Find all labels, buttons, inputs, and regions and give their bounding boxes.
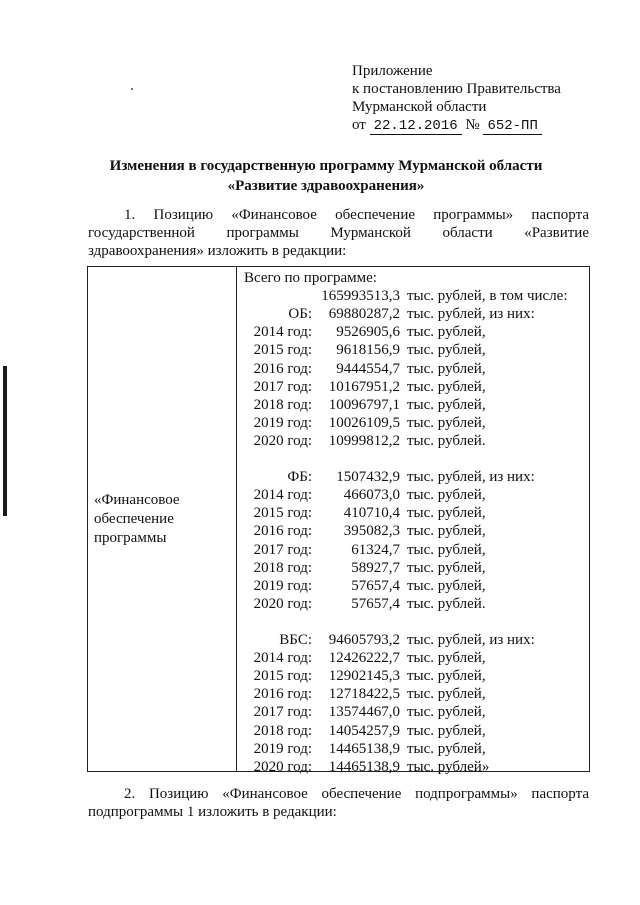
approval-date: 22.12.2016	[370, 119, 462, 135]
year-value: 10999812,2	[328, 432, 400, 449]
year-label: 2016 год:	[253, 686, 312, 703]
year-value: 14465138,9	[328, 740, 400, 757]
year-value: 10167951,2	[328, 378, 400, 395]
approval-date-line	[352, 116, 561, 135]
year-label: 2014 год:	[253, 650, 312, 667]
para1-line-3: здравоохранения» изложить в редакции:	[88, 243, 347, 259]
year-label: 2020 год:	[253, 595, 312, 612]
year-label: 2014 год:	[253, 324, 312, 341]
year-unit: тыс. рублей,	[407, 414, 486, 431]
year-label: 2018 год:	[253, 559, 312, 576]
para2-line-1: 2. Позицию «Финансовое обеспечение подпрограммы» паспорта	[124, 786, 589, 802]
year-unit: тыс. рублей,	[407, 722, 486, 739]
year-unit: тыс. рублей,	[407, 686, 486, 703]
year-value: 57657,4	[351, 595, 400, 612]
year-label: 2019 год:	[253, 740, 312, 757]
year-value: 12718422,5	[328, 686, 400, 703]
year-label: 2015 год:	[253, 668, 312, 685]
year-value: 61324,7	[351, 541, 400, 558]
year-label: 2015 год:	[253, 342, 312, 359]
year-value: 12426222,7	[328, 650, 400, 667]
year-value: 14465138,9	[328, 758, 400, 775]
group-vbs-unit: тыс. рублей, из них:	[407, 632, 535, 648]
year-label: 2015 год:	[253, 505, 312, 522]
total-value: 165993513,3	[321, 288, 400, 305]
table-left-label: «Финансовое обеспечение программы	[94, 492, 180, 546]
date-prefix: от	[352, 117, 366, 133]
year-unit: тыс. рублей,	[407, 324, 486, 341]
table-header: Всего по программе:	[244, 270, 377, 286]
approval-number: 652-ПП	[483, 119, 541, 135]
year-value: 9444554,7	[336, 360, 400, 377]
group-fb-value: 1507432,9	[336, 469, 400, 486]
group-vbs-value: 94605793,2	[328, 632, 400, 648]
approval-stamp	[352, 62, 561, 135]
year-label: 2016 год:	[253, 523, 312, 540]
year-value: 395082,3	[343, 523, 400, 540]
year-label: 2020 год:	[253, 432, 312, 449]
title-line-1: Изменения в государственную программу Мурманской области	[109, 158, 543, 174]
year-label: 2017 год:	[253, 704, 312, 721]
title-line-2: «Развитие здравоохранения»	[227, 178, 425, 194]
year-unit: тыс. рублей,	[407, 378, 486, 395]
table-column-divider	[236, 267, 237, 771]
year-label: 2018 год:	[253, 396, 312, 413]
binding-mark	[3, 366, 7, 516]
year-unit: тыс. рублей,	[407, 541, 486, 558]
year-value: 9526905,6	[336, 324, 400, 341]
total-unit: тыс. рублей, в том числе:	[407, 288, 568, 305]
group-ob-value: 69880287,2	[328, 306, 400, 323]
year-label: 2014 год:	[253, 487, 312, 504]
year-unit: тыс. рублей,	[407, 505, 486, 522]
year-unit: тыс. рублей,	[407, 342, 486, 359]
document-title	[60, 156, 592, 196]
group-fb-unit: тыс. рублей, из них:	[407, 469, 535, 486]
year-label: 2017 год:	[253, 541, 312, 558]
year-unit: тыс. рублей»	[407, 758, 490, 775]
year-value: 13574467,0	[328, 704, 400, 721]
year-value: 10026109,5	[328, 414, 400, 431]
year-unit: тыс. рублей,	[407, 577, 486, 594]
year-unit: тыс. рублей,	[407, 668, 486, 685]
year-label: 2019 год:	[253, 577, 312, 594]
scan-speck	[131, 88, 133, 90]
year-unit: тыс. рублей,	[407, 396, 486, 413]
approval-line-2: к постановлению Правительства	[352, 81, 561, 97]
year-unit: тыс. рублей,	[407, 523, 486, 540]
year-value: 14054257,9	[328, 722, 400, 739]
year-unit: тыс. рублей,	[407, 650, 486, 667]
paragraph-2	[88, 785, 589, 821]
year-value: 57657,4	[351, 577, 400, 594]
year-unit: тыс. рублей,	[407, 487, 486, 504]
year-value: 9618156,9	[336, 342, 400, 359]
year-value: 410710,4	[343, 505, 400, 522]
year-label: 2019 год:	[253, 414, 312, 431]
year-label: 2020 год:	[253, 758, 312, 775]
year-unit: тыс. рублей,	[407, 740, 486, 757]
number-sign: №	[465, 117, 480, 133]
group-fb-label: ФБ:	[287, 469, 312, 486]
year-unit: тыс. рублей.	[407, 432, 486, 449]
para1-line-2: государственной программы Мурманской области «Развитие	[88, 225, 589, 241]
year-unit: тыс. рублей,	[407, 704, 486, 721]
group-ob-unit: тыс. рублей, из них:	[407, 306, 535, 323]
year-unit: тыс. рублей,	[407, 559, 486, 576]
para2-line-2: подпрограммы 1 изложить в редакции:	[88, 804, 337, 820]
year-value: 12902145,3	[328, 668, 400, 685]
year-unit: тыс. рублей.	[407, 595, 486, 612]
year-value: 466073,0	[343, 487, 400, 504]
approval-line-1: Приложение	[352, 63, 433, 79]
year-value: 58927,7	[351, 559, 400, 576]
year-label: 2016 год:	[253, 360, 312, 377]
group-vbs-label: ВБС:	[279, 632, 312, 648]
year-label: 2017 год:	[253, 378, 312, 395]
paragraph-1	[88, 206, 589, 260]
year-value: 10096797,1	[328, 396, 400, 413]
para1-line-1: 1. Позицию «Финансовое обеспечение программы» паспорта	[124, 207, 589, 223]
group-ob-label: ОБ:	[288, 306, 312, 323]
approval-line-3: Мурманской области	[352, 99, 487, 115]
year-unit: тыс. рублей,	[407, 360, 486, 377]
year-label: 2018 год:	[253, 722, 312, 739]
